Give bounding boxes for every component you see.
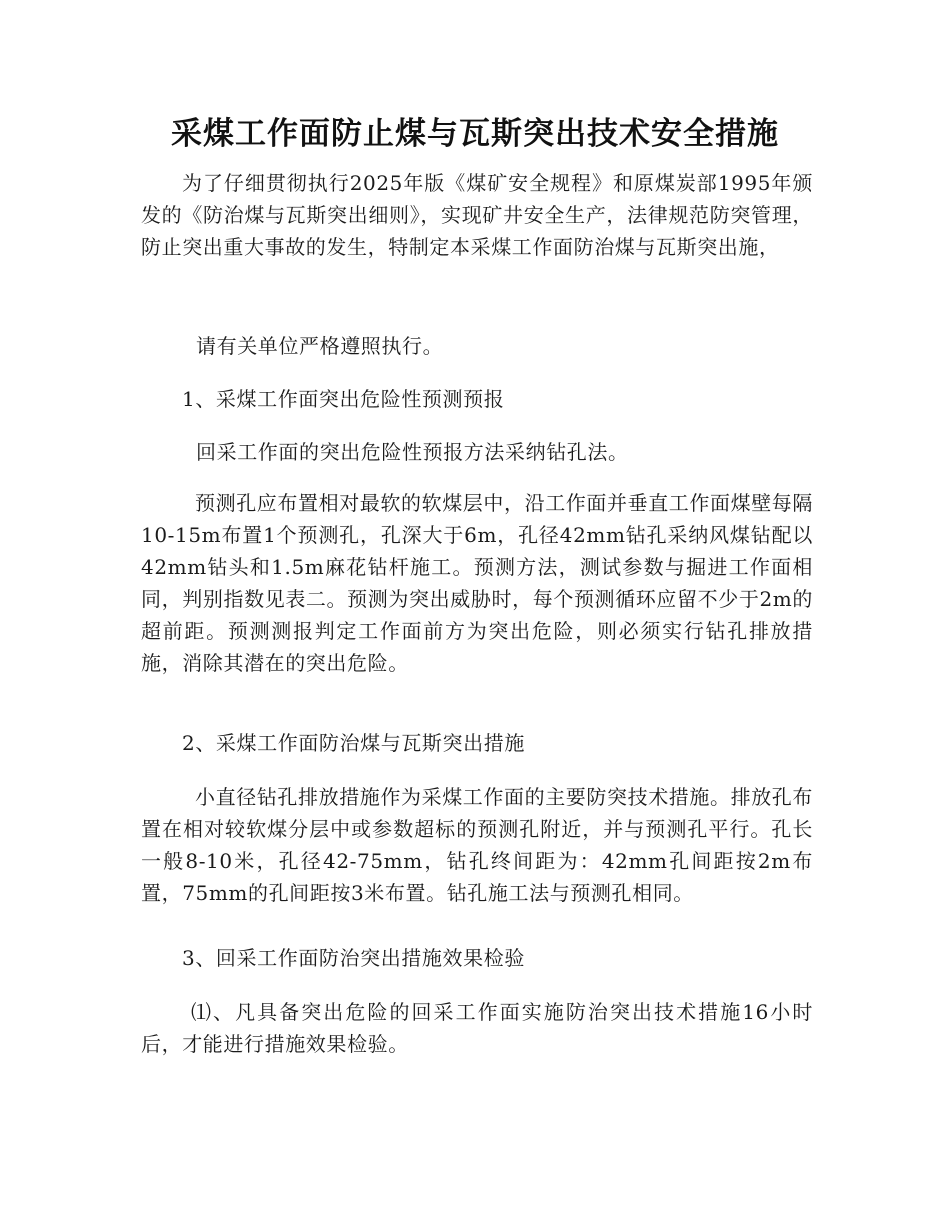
effect-check-paragraph: ⑴、凡具备突出危险的回采工作面实施防治突出技术措施16小时后，才能进行措施效果检验。 <box>141 1000 813 1056</box>
prediction-paragraph: 预测孔应布置相对最软的软煤层中，沿工作面并垂直工作面煤壁每隔10-15m布置1个预测孔，孔深大于6m，孔径42mm钻孔采纳风煤钻配以42mm钻头和1.5m麻花钻杆施工。预测方法，测试参数与掘进工作面相同，判别指数见表二。预测为突出威胁时，每个预测循环应留不少于2m的超前距。预测测报判定工作面前方为突出危险，则必须实行钻孔排放措施，消除其潜在的突出危险。 <box>141 491 813 675</box>
section-heading-2: 2、采煤工作面防治煤与瓦斯突出措施 <box>182 731 525 755</box>
intro-paragraph: 为了仔细贯彻执行2025年版《煤矿安全规程》和原煤炭部1995年颁发的《防治煤与瓦斯突出细则》，实现矿井安全生产，法律规范防突管理，防止突出重大事故的发生，特制定本采煤工作面防治煤与瓦斯突出施， <box>141 171 813 259</box>
section-heading-3: 3、回采工作面防治突出措施效果检验 <box>182 946 525 970</box>
document-title: 采煤工作面防止煤与瓦斯突出技术安全措施 <box>171 116 779 152</box>
drainage-paragraph: 小直径钻孔排放措施作为采煤工作面的主要防突技术措施。排放孔布置在相对较软煤分层中或参数超标的预测孔附近，并与预测孔平行。孔长一般8-10米，孔径42-75mm，钻孔终间距为：42mm孔间距按2m布置，75mm的孔间距按3米布置。钻孔施工法与预测孔相同。 <box>141 785 813 905</box>
prediction-method-line: 回采工作面的突出危险性预报方法采纳钻孔法。 <box>196 440 629 464</box>
instruction-line: 请有关单位严格遵照执行。 <box>196 334 444 358</box>
section-heading-1: 1、采煤工作面突出危险性预测预报 <box>182 387 505 411</box>
